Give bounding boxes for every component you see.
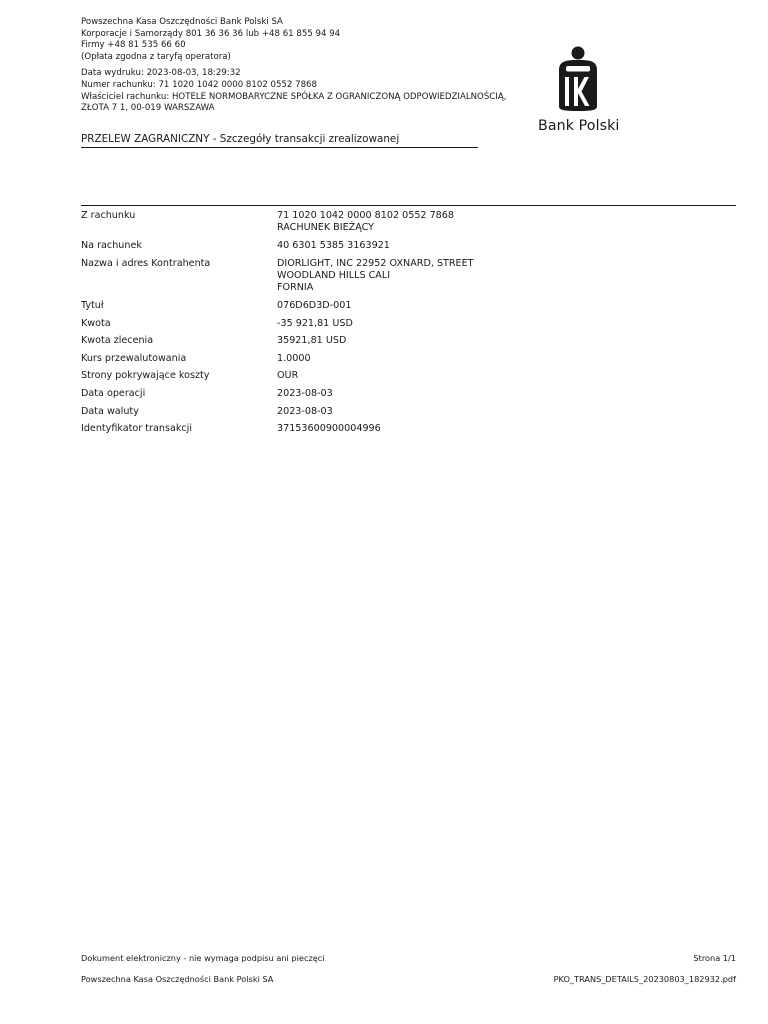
source-account-type: RACHUNEK BIEŻĄCY (277, 222, 375, 234)
detail-value: OUR (277, 370, 299, 382)
header-bank-name: Powszechna Kasa Oszczędności Bank Polski SA (81, 17, 283, 27)
source-account-number: 71 1020 1042 0000 8102 0552 7868 (277, 210, 454, 221)
detail-value: 076D6D3D-001 (277, 300, 352, 311)
header-phone-corporate: Korporacje i Samorządy 801 36 36 36 lub +48 61 855 94 94 (81, 28, 341, 39)
detail-row-operation-date (81, 388, 736, 400)
detail-value: 40 6301 5385 3163921 (277, 240, 390, 251)
detail-row-transaction-id (81, 423, 736, 435)
footer-electronic-note: Dokument elektroniczny - nie wymaga podpisu ani pieczęci (81, 953, 325, 963)
footer-bottom (81, 974, 736, 984)
detail-value: 1.0000 (277, 352, 311, 364)
title-underline (81, 147, 478, 148)
detail-value: 2023-08-03 (277, 387, 333, 399)
detail-label: Nazwa i adres Kontrahenta (81, 257, 211, 269)
footer-page-number: Strona 1/1 (693, 953, 736, 963)
header-print-date: Data wydruku: 2023-08-03, 18:29:32 (81, 68, 241, 79)
detail-row-counterparty (81, 258, 736, 295)
detail-row-value-date (81, 406, 736, 418)
detail-label: Z rachunku (81, 210, 136, 221)
detail-value (277, 258, 736, 295)
detail-value: 2023-08-03 (277, 405, 333, 417)
detail-value (277, 210, 736, 235)
detail-label: Kurs przewalutowania (81, 352, 187, 364)
section-divider (81, 205, 736, 206)
header-phone-note: (Opłata zgodna z taryfą operatora) (81, 51, 231, 62)
counterparty-line-2: WOODLAND HILLS CALI (277, 270, 391, 281)
document-title-block (81, 133, 478, 148)
counterparty-line-1: DIORLIGHT, INC 22952 OXNARD, STREET (277, 257, 474, 269)
footer-file-name: PKO_TRANS_DETAILS_20230803_182932.pdf (553, 974, 736, 984)
footer-top (81, 953, 736, 963)
detail-label: Na rachunek (81, 240, 142, 251)
detail-label: Data waluty (81, 405, 139, 417)
bank-logo (538, 46, 618, 134)
header-phone-firms: Firmy +48 81 535 66 60 (81, 40, 186, 51)
detail-row-title (81, 300, 736, 312)
detail-label: Kwota (81, 317, 111, 329)
footer-bank-name: Powszechna Kasa Oszczędności Bank Polski SA (81, 974, 274, 984)
detail-value: 37153600900004996 (277, 423, 381, 435)
detail-row-exchange-rate (81, 353, 736, 365)
detail-row-order-amount (81, 335, 736, 347)
detail-value: 35921,81 USD (277, 335, 347, 347)
counterparty-line-3: FORNIA (277, 282, 314, 294)
pko-logo-icon (553, 46, 603, 112)
detail-label: Data operacji (81, 387, 146, 399)
detail-row-amount (81, 318, 736, 330)
transaction-details (81, 210, 736, 441)
bank-header (81, 17, 531, 115)
detail-label: Identyfikator transakcji (81, 423, 192, 435)
header-account-number: Numer rachunku: 71 1020 1042 0000 8102 0552 7868 (81, 79, 317, 90)
header-account-owner-address: ZŁOTA 7 1, 00-019 WARSZAWA (81, 103, 215, 114)
detail-row-target-account (81, 240, 736, 252)
detail-label: Tytuł (81, 300, 104, 311)
bank-brand-name: Bank Polski (538, 118, 620, 134)
detail-row-source-account (81, 210, 736, 235)
detail-label: Strony pokrywające koszty (81, 370, 210, 382)
detail-row-cost-bearer (81, 370, 736, 382)
header-account-owner: Właściciel rachunku: HOTELE NORMOBARYCZNE SPÓŁKA Z OGRANICZONĄ ODPOWIEDZIALNOŚCIĄ, (81, 91, 507, 102)
detail-label: Kwota zlecenia (81, 335, 154, 347)
detail-value: -35 921,81 USD (277, 317, 353, 329)
document-title: PRZELEW ZAGRANICZNY - Szczegóły transakcji zrealizowanej (81, 133, 400, 145)
